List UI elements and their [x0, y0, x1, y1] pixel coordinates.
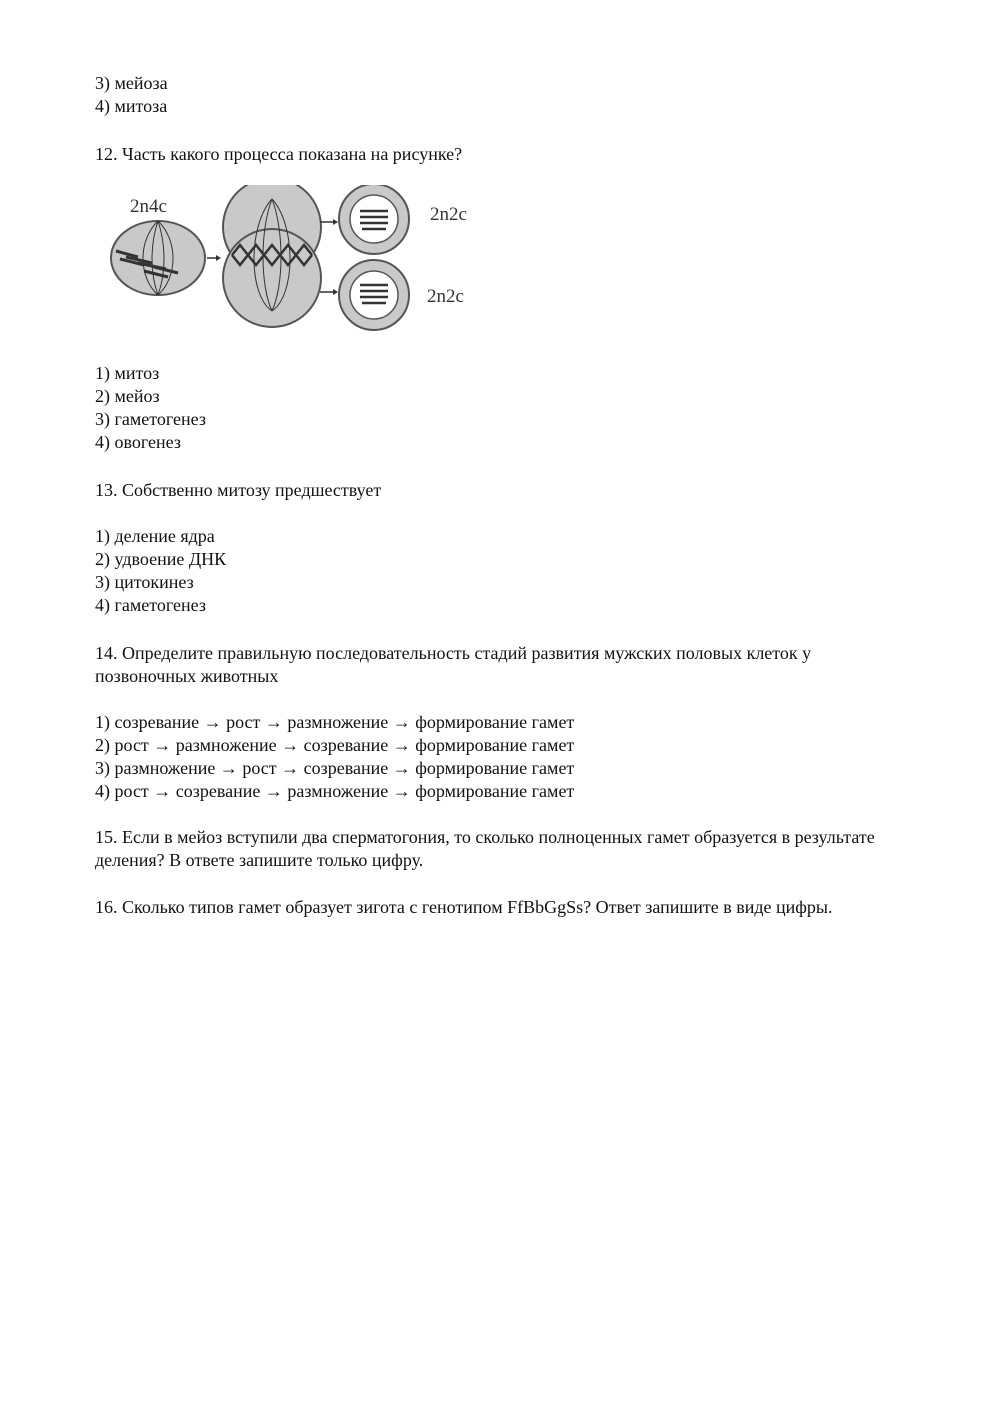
option-3: 3) мейоза — [95, 73, 168, 93]
question-12 — [95, 143, 915, 166]
parent-cell — [111, 221, 205, 295]
question-11-options — [95, 72, 915, 118]
mitosis-figure — [108, 185, 498, 335]
question-12-options — [95, 362, 915, 454]
question-text: 15. Если в мейоз вступили два сперматогония, то сколько полноценных гамет образуется в результате деления? В ответе запишите только цифру. — [95, 827, 875, 870]
option-4: 4) овогенез — [95, 432, 181, 452]
question-text: 13. Собственно митозу предшествует — [95, 480, 382, 500]
option-1: 1) деление ядра — [95, 526, 215, 546]
daughter-cell-bottom — [339, 260, 409, 330]
question-text: 12. Часть какого процесса показана на рисунке? — [95, 144, 463, 164]
option-4: 4) митоза — [95, 96, 168, 116]
option-1: 1) митоз — [95, 363, 160, 383]
question-16 — [95, 896, 870, 919]
option-2: 2) мейоз — [95, 386, 160, 406]
question-13 — [95, 479, 915, 502]
parent-label: 2n4c — [130, 196, 167, 217]
option-3: 3) цитокинез — [95, 572, 194, 592]
arrow-icon — [320, 219, 338, 225]
option-3: 3) размножение → рост → созревание → формирование гамет — [95, 758, 575, 778]
arrow-icon — [207, 255, 221, 261]
option-4: 4) рост → созревание → размножение → формирование гамет — [95, 781, 575, 801]
daughter-top-label: 2n2c — [430, 204, 467, 225]
option-4: 4) гаметогенез — [95, 595, 206, 615]
option-2: 2) рост → размножение → созревание → формирование гамет — [95, 735, 575, 755]
arrow-icon — [320, 289, 338, 295]
option-1: 1) созревание → рост → размножение → формирование гамет — [95, 712, 575, 732]
dividing-cell — [223, 185, 321, 327]
question-text: 14. Определите правильную последовательность стадий развития мужских половых клеток у позвоночных животных — [95, 643, 812, 686]
daughter-bottom-label: 2n2c — [427, 286, 464, 307]
question-15 — [95, 826, 890, 872]
question-14 — [95, 642, 910, 688]
question-text: 16. Сколько типов гамет образует зигота с генотипом FfBbGgSs? Ответ запишите в виде цифры. — [95, 897, 833, 917]
question-13-options — [95, 525, 915, 617]
daughter-cell-top — [339, 185, 409, 254]
option-2: 2) удвоение ДНК — [95, 549, 227, 569]
option-3: 3) гаметогенез — [95, 409, 206, 429]
question-14-options — [95, 711, 915, 803]
